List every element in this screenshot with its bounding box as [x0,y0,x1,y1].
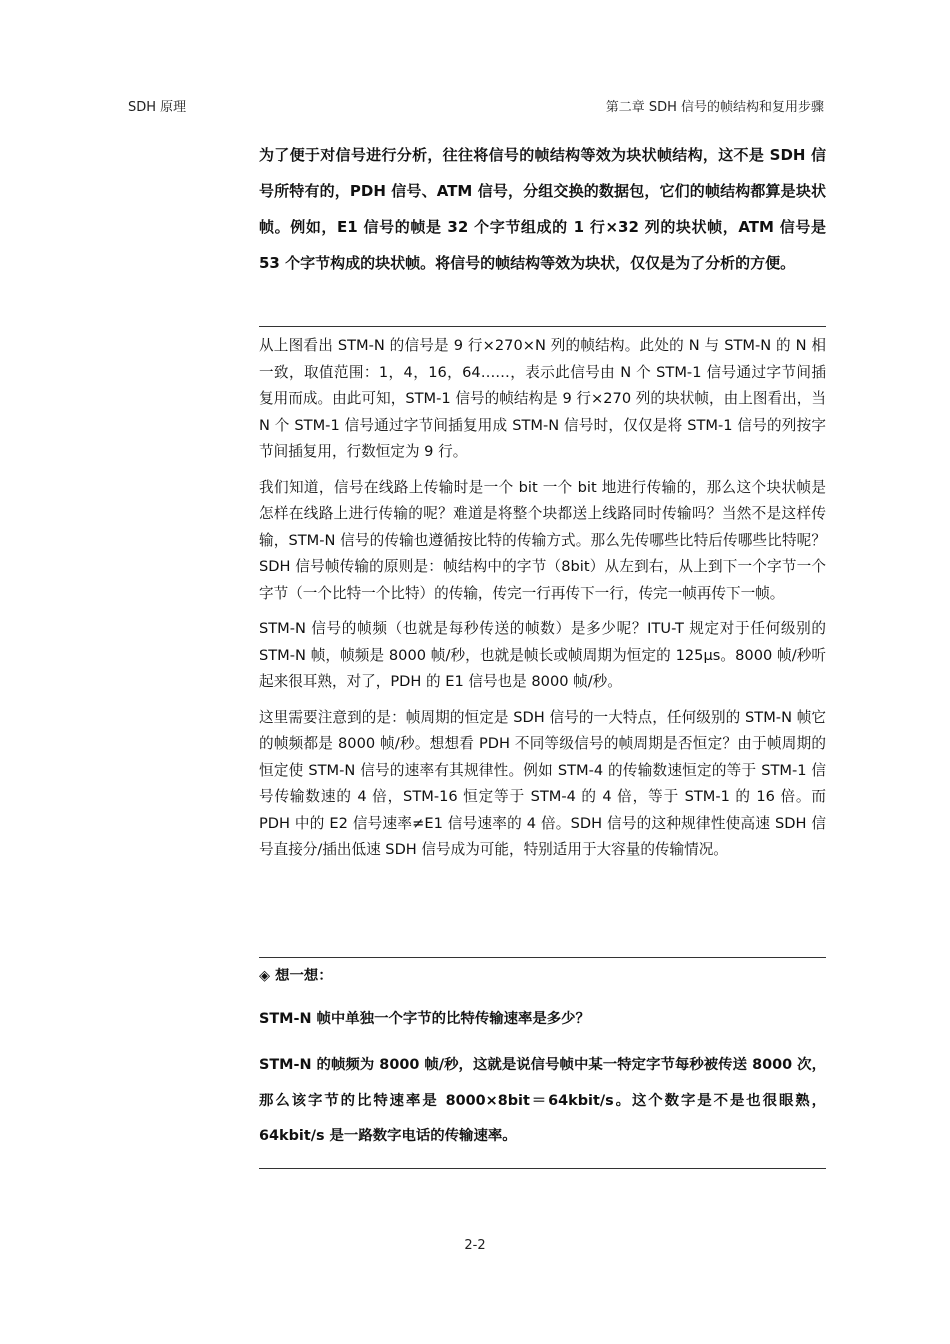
body-paragraph-4: 这里需要注意到的是：帧周期的恒定是 SDH 信号的一大特点，任何级别的 STM-N 帧它的帧频都是 8000 帧/秒。想想看 PDH 不同等级信号的帧周期是否恒定？由于帧周期的恒定使 STM-N 信号的速率有其规律性。例如 STM-4 的传输数速恒定的等于 STM-1 信号传输数速的 4 倍，STM-16 恒定等于 STM-4 的 4 倍，等于 STM-1 的 16 倍。而 PDH 中的 E2 信号速率≠E1 信号速率的 4 倍。SDH 信号的这种规律性使高速 SDH 信号直接分/插出低速 SDH 信号成为可能，特别适用于大容量的传输情况。 [259,708,826,858]
running-header-left: SDH 原理 [128,100,187,115]
think-box [259,964,826,1155]
think-answer: STM-N 的帧频为 8000 帧/秒，这就是说信号帧中某一特定字节每秒被传送 8000 次，那么该字节的比特速率是 8000×8bit＝64kbit/s。这个数字是不是也很眼熟，64kbit/s 是一路数字电话的传输速率。 [259,1057,826,1144]
divider-top [259,326,826,327]
body-paragraph-2: 我们知道，信号在线路上传输时是一个 bit 一个 bit 地进行传输的，那么这个块状帧是怎样在线路上进行传输的呢？难道是将整个块都送上线路同时传输吗？当然不是这样传输，STM-N 信号的传输也遵循按比特的传输方式。那么先传哪些比特后传哪些比特呢？SDH 信号帧传输的原则是：帧结构中的字节（8bit）从左到右，从上到下一个字节一个字节（一个比特一个比特）的传输，传完一行再传下一行，传完一帧再传下一帧。 [259,478,826,602]
page-number: 2-2 [464,1238,486,1253]
divider-bottom [259,1168,826,1169]
diamond-icon: ◈ [259,968,271,984]
body-paragraph-1: 从上图看出 STM-N 的信号是 9 行×270×N 列的帧结构。此处的 N 与 STM-N 的 N 相一致，取值范围：1，4，16，64……，表示此信号由 N 个 STM-1 信号通过字节间插复用而成。由此可知，STM-1 信号的帧结构是 9 行×270 列的块状帧，由上图看出，当 N 个 STM-1 信号通过字节间插复用成 STM-N 信号时，仅仅是将 STM-1 信号的列按字节间插复用，行数恒定为 9 行。 [259,337,826,460]
think-question: STM-N 帧中单独一个字节的比特传输速率是多少？ [259,1011,590,1027]
intro-paragraph: 为了便于对信号进行分析，往往将信号的帧结构等效为块状帧结构，这不是 SDH 信号所特有的，PDH 信号、ATM 信号，分组交换的数据包，它们的帧结构都算是块状帧。例如，E1 信号的帧是 32 个字节组成的 1 行×32 列的块状帧，ATM 信号是 53 个字节构成的块状帧。将信号的帧结构等效为块状，仅仅是为了分析的方便。 [259,146,826,272]
think-label-row [259,964,826,988]
main-body [259,333,826,873]
running-header-right: 第二章 SDH 信号的帧结构和复用步骤 [605,100,824,115]
divider-middle [259,957,826,958]
think-label: 想一想： [275,968,333,984]
body-paragraph-3: STM-N 信号的帧频（也就是每秒传送的帧数）是多少呢？ITU-T 规定对于任何级别的 STM-N 帧，帧频是 8000 帧/秒，也就是帧长或帧周期为恒定的 125μs。8000 帧/秒听起来很耳熟，对了，PDH 的 E1 信号也是 8000 帧/秒。 [259,620,826,690]
